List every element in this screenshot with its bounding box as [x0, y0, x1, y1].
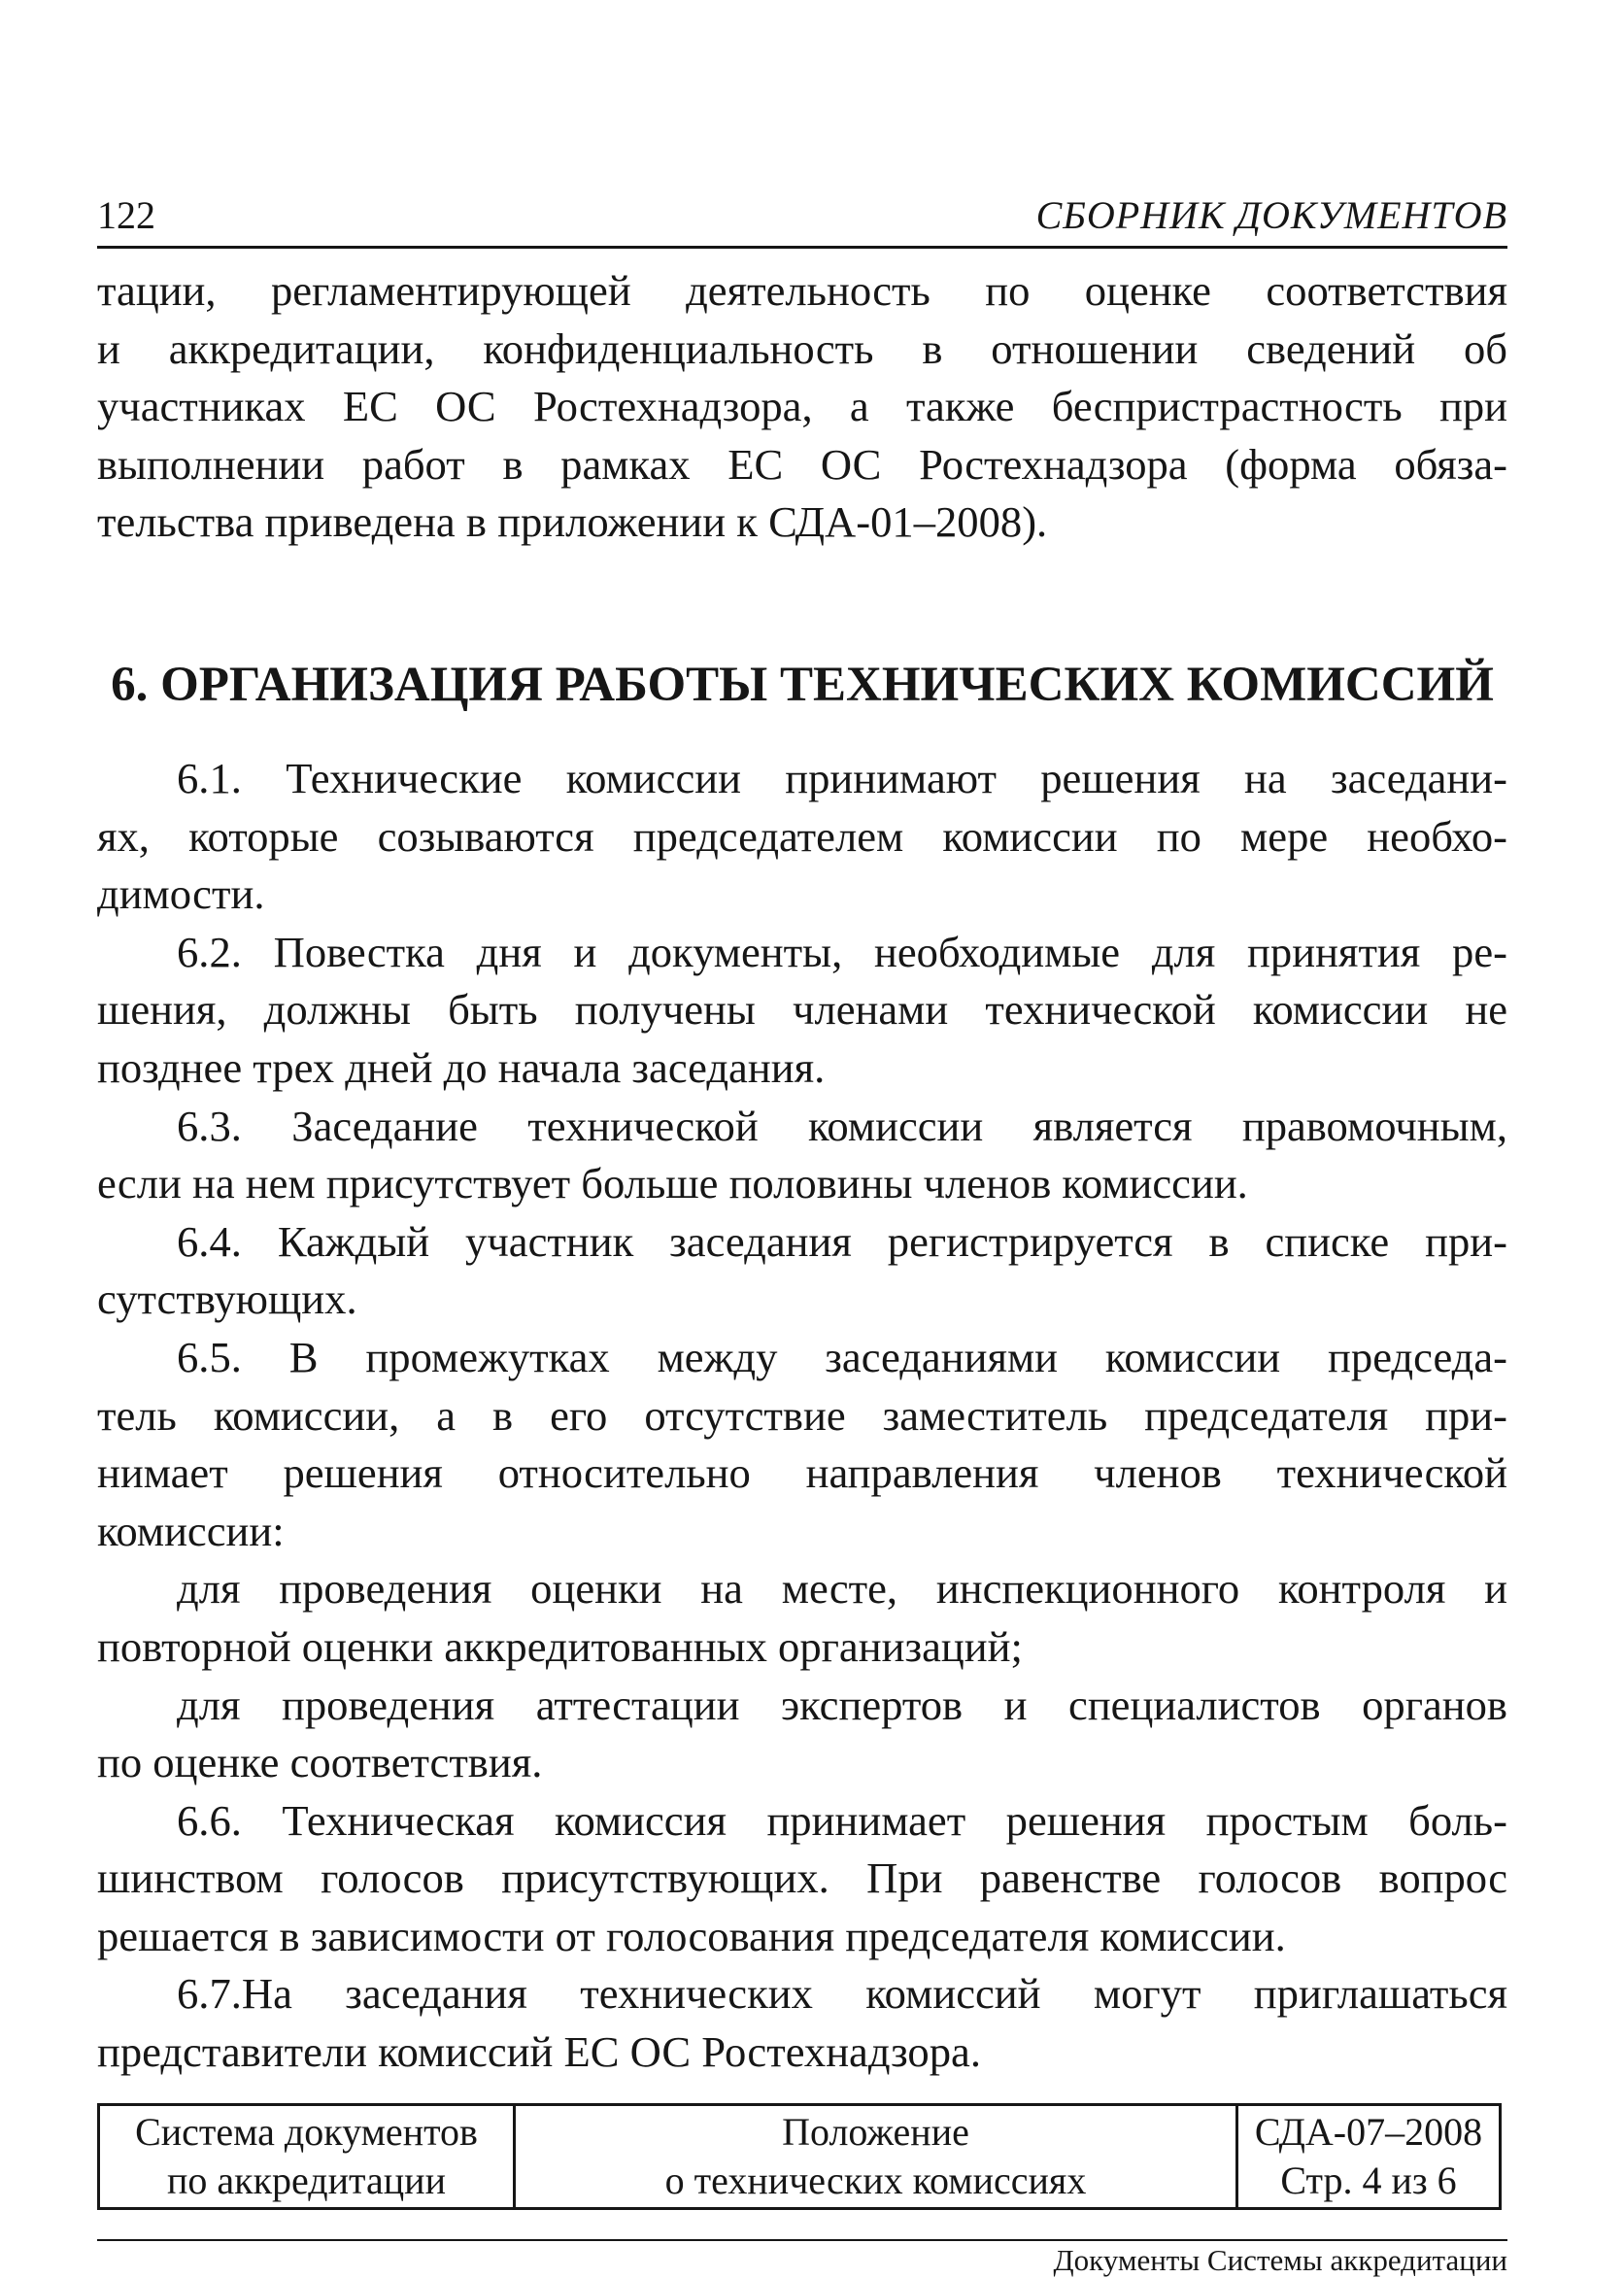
footer-code-cell — [1238, 2106, 1499, 2207]
running-title: СБОРНИК ДОКУМЕНТОВ — [1035, 193, 1507, 237]
text-line: 6.2. Повестка дня и документы, необходимые для принятия ре- — [177, 927, 1507, 976]
text-line: ях, которые созываются председателем комиссии по мере необхо- — [97, 811, 1507, 861]
paragraph — [97, 1329, 1507, 1560]
text-line: повторной оценки аккредитованных организаций; — [97, 1621, 1023, 1671]
footer-text: Система документов — [135, 2110, 478, 2154]
footer-text: о технических комиссиях — [664, 2159, 1087, 2202]
text-line: выполнении работ в рамках ЕС ОС Ростехнадзора (форма обяза- — [97, 439, 1507, 489]
text-line: по оценке соответствия. — [97, 1738, 543, 1787]
text-line: 6.3. Заседание технической комиссии является правомочным, — [177, 1101, 1507, 1150]
text-line: 6.6. Техническая комиссия принимает решения простым боль- — [177, 1795, 1507, 1845]
header-rule — [97, 246, 1507, 249]
text-line: комиссии: — [97, 1506, 285, 1555]
intro-paragraph — [97, 262, 1507, 552]
text-line: 6.1. Технические комиссии принимают решения на заседани- — [177, 754, 1507, 802]
document-footer-table — [97, 2103, 1502, 2210]
text-line: для проведения аттестации экспертов и специалистов органов — [177, 1680, 1507, 1729]
footer-text: СДА-07–2008 — [1254, 2110, 1483, 2154]
text-line: 6.5. В промежутках между заседаниями комиссии председа- — [177, 1332, 1507, 1381]
text-line: решается в зависимости от голосования председателя комиссии. — [97, 1911, 1286, 1960]
text-line: 6.4. Каждый участник заседания регистрируется в списке при- — [177, 1216, 1507, 1266]
text-line: и аккредитации, конфиденциальность в отношении сведений об — [97, 323, 1507, 373]
text-line: тации, регламентирующей деятельность по оценке соответствия — [97, 266, 1507, 315]
footer-text: по аккредитации — [167, 2159, 446, 2202]
section-body — [97, 750, 1507, 2082]
text-line: шинством голосов присутствующих. При равенстве голосов вопрос — [97, 1853, 1507, 1903]
text-line: димости. — [97, 869, 265, 919]
footer-text: Стр. 4 из 6 — [1280, 2159, 1457, 2202]
paragraph — [97, 1213, 1507, 1329]
paragraph — [97, 1677, 1507, 1792]
paragraph — [97, 1098, 1507, 1213]
bottom-caption: Документы Системы аккредитации — [1053, 2243, 1507, 2277]
paragraph — [97, 924, 1507, 1098]
paragraph — [97, 1560, 1507, 1676]
text-line: позднее трех дней до начала заседания. — [97, 1042, 826, 1092]
footer-title-cell — [516, 2106, 1238, 2207]
page-number: 122 — [97, 193, 155, 237]
paragraph — [97, 750, 1507, 924]
text-line: представители комиссий ЕС ОС Ростехнадзора. — [97, 2027, 981, 2077]
text-line: 6.7.На заседания технических комиссий могут приглашаться — [177, 1969, 1507, 2019]
running-header — [97, 192, 1507, 239]
text-line: если на нем присутствует больше половины членов комиссии. — [97, 1159, 1248, 1208]
footer-text: Положение — [782, 2110, 969, 2154]
text-line: для проведения оценки на месте, инспекционного контроля и — [177, 1564, 1507, 1614]
text-line: тельства приведена в приложении к СДА-01–2008). — [97, 497, 1048, 546]
text-line: участниках ЕС ОС Ростехнадзора, а также беспристрастность при — [97, 382, 1507, 430]
bottom-rule — [97, 2239, 1507, 2241]
text-line: нимает решения относительно направления членов технической — [97, 1448, 1507, 1498]
text-line: сутствующих. — [97, 1275, 357, 1324]
text-line: тель комиссии, а в его отсутствие заместитель председателя при- — [97, 1390, 1507, 1440]
paragraph — [97, 1792, 1507, 1966]
footer-system-cell — [100, 2106, 516, 2207]
section-heading: 6. ОРГАНИЗАЦИЯ РАБОТЫ ТЕХНИЧЕСКИХ КОМИССИЙ — [111, 658, 1494, 712]
paragraph — [97, 1965, 1507, 2081]
text-line: шения, должны быть получены членами технической комиссии не — [97, 985, 1507, 1035]
